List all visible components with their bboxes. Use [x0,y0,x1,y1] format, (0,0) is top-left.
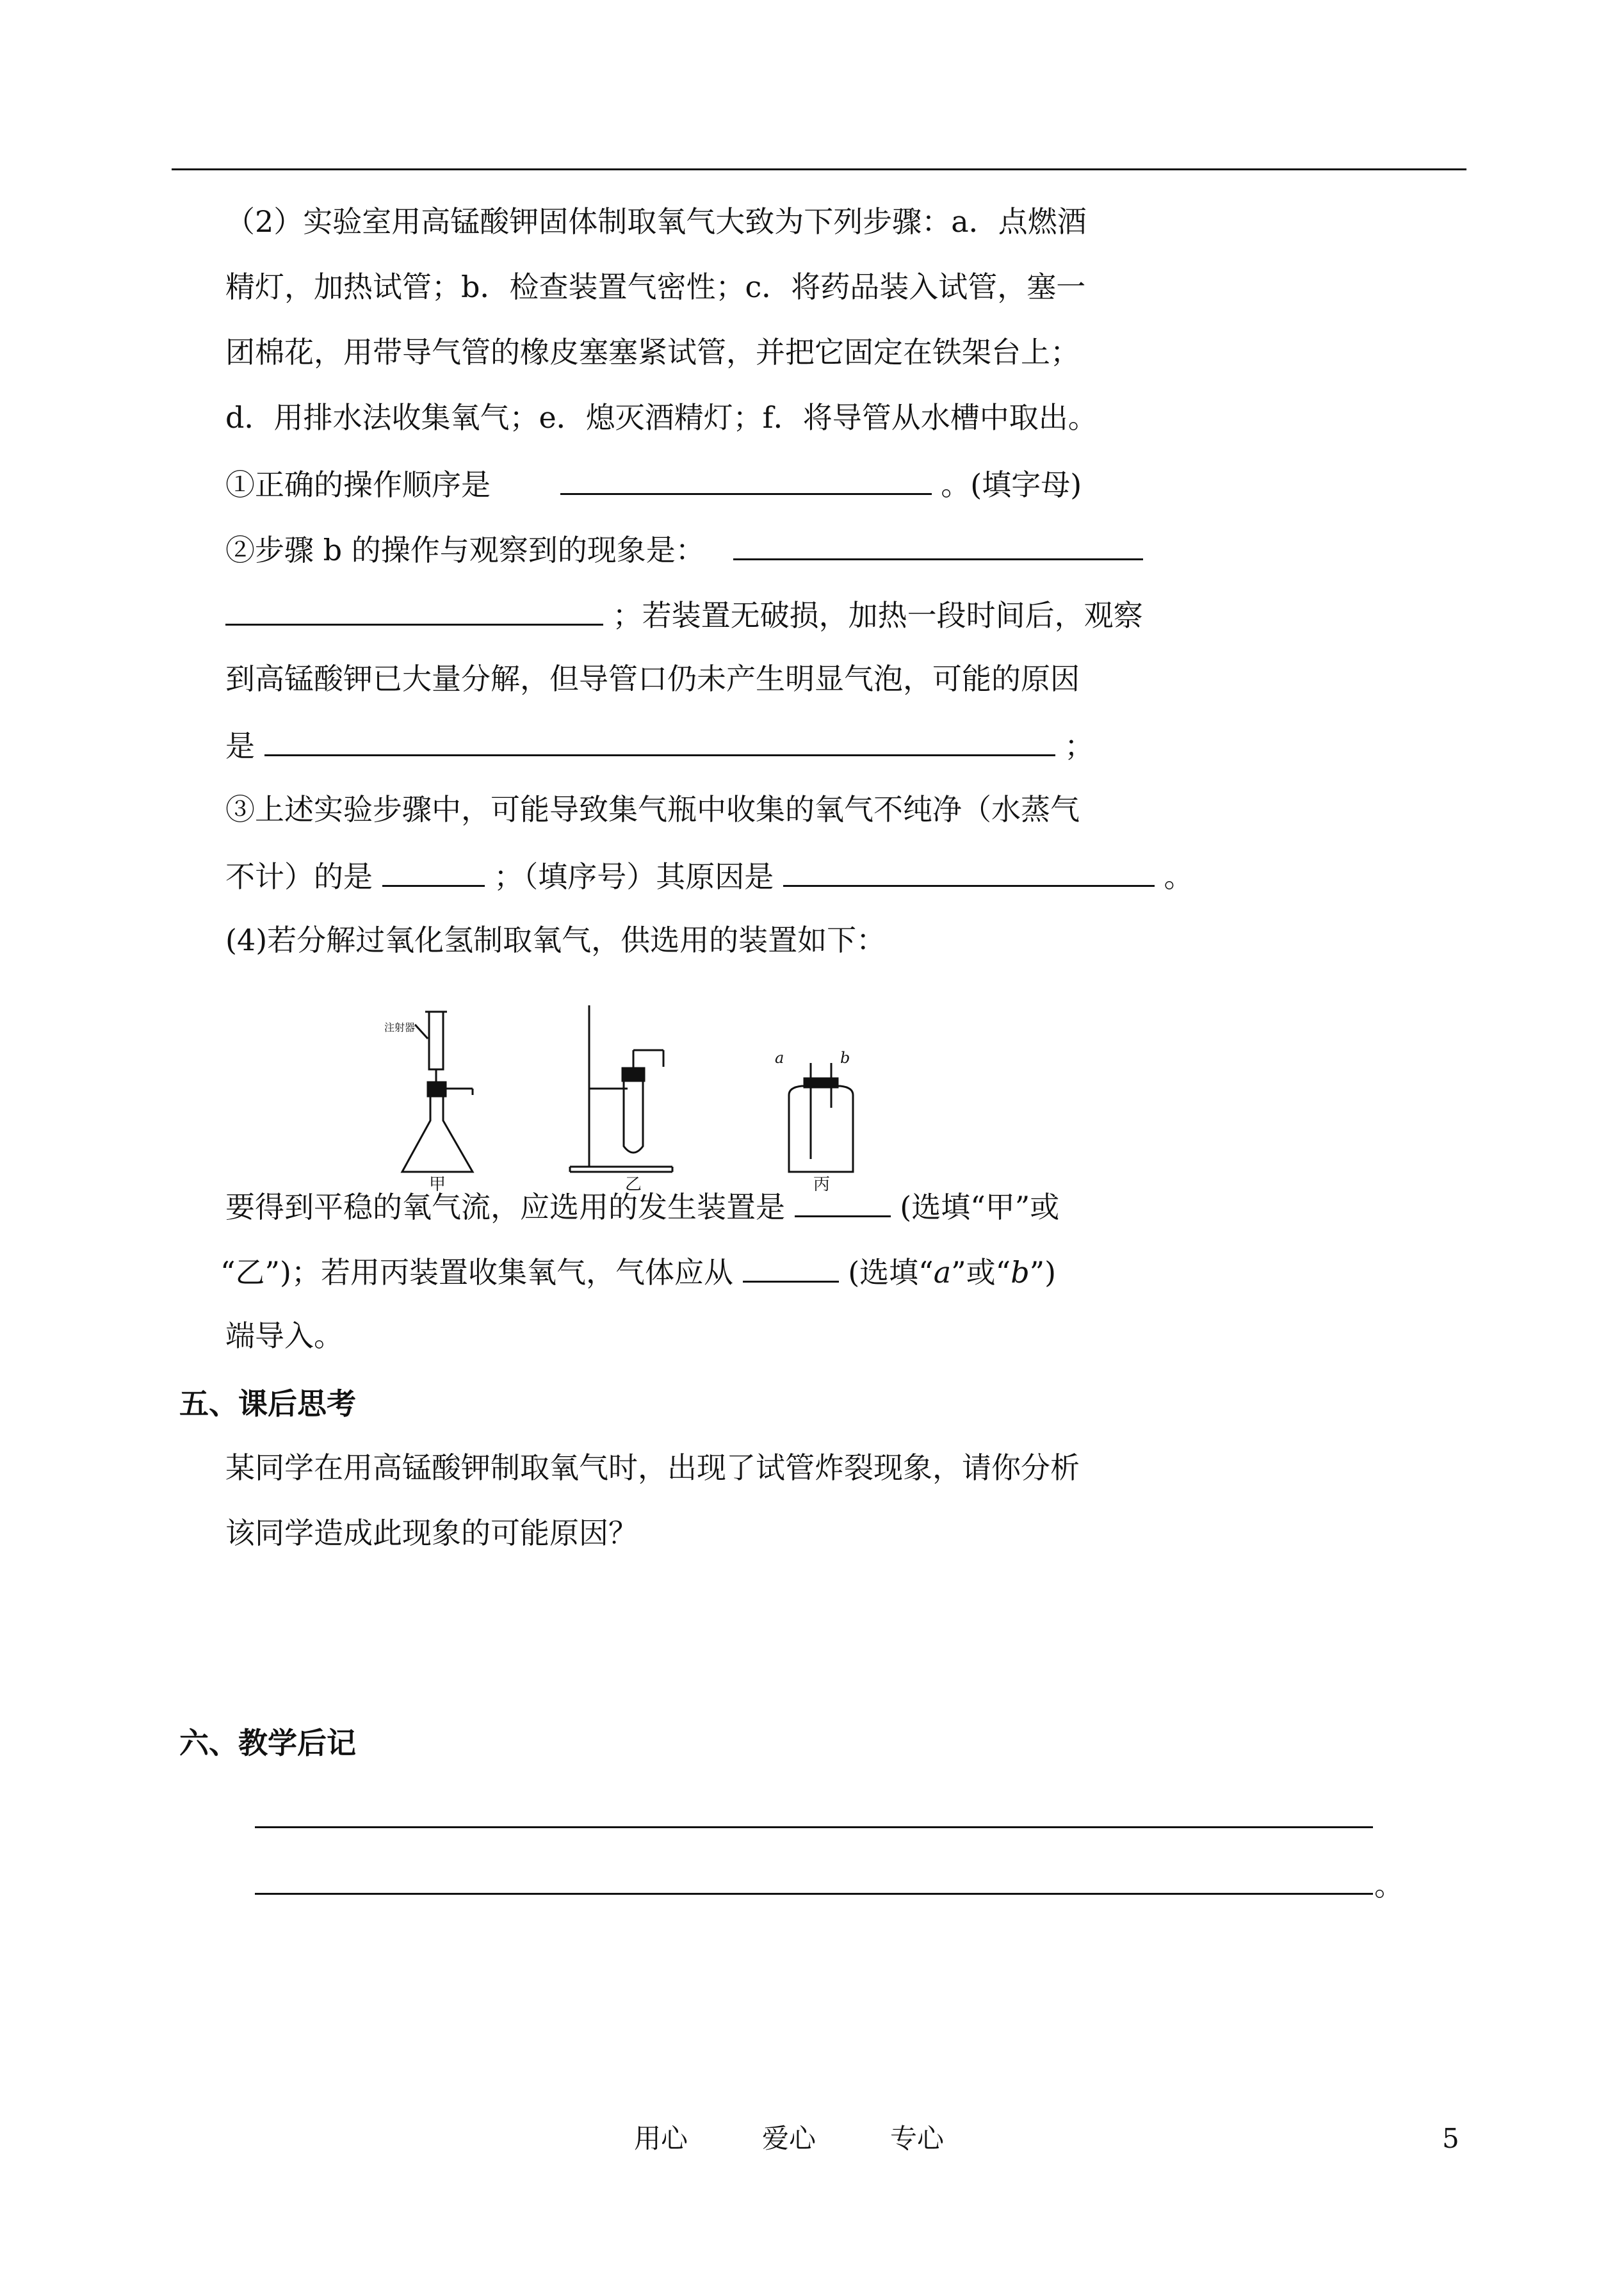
section6-title: 六、教学后记 [179,1726,356,1760]
q2-line-1: （2）实验室用高锰酸钾固体制取氧气大致为下列步骤：a．点燃酒 [225,204,1087,239]
q2-sub2-line4 [225,726,1094,764]
q4-option-a: a [933,1255,952,1290]
q4-line2-mid2: ”或“ [951,1255,1011,1290]
footer-motto-3: 专心 [890,2123,945,2154]
answer-blank-step-b-1[interactable] [733,530,1143,560]
q2-sub1 [225,465,1082,503]
q2-sub3-suffix: 。 [1164,859,1194,894]
notes-line-1[interactable] [255,1826,1373,1828]
q2-sub1-prefix: ①正确的操作顺序是 [225,467,491,502]
page-number: 5 [1442,2123,1459,2154]
q4-line2-end: ”) [1029,1255,1057,1290]
q4-line1-prefix: 要得到平稳的氧气流，应选用的发生装置是 [225,1190,785,1224]
q2-sub2-prefix: ②步骤 b 的操作与观察到的现象是： [225,533,705,567]
q2-sub3-line1: ③上述实验步骤中，可能导致集气瓶中收集的氧气不纯净（水蒸气 [225,792,1080,827]
answer-blank-impure-reason[interactable] [783,857,1155,887]
header-rule [172,168,1466,170]
footer-motto-2: 爱心 [762,2123,816,2154]
q2-line-4: d．用排水法收集氧气；e．熄灭酒精灯；f．将导管从水槽中取出。 [225,400,1098,435]
apparatus-bing-b: b [840,1049,850,1067]
apparatus-jia [402,1012,473,1172]
q4-option-b: b [1011,1255,1030,1290]
q2-sub1-suffix: 。(填字母) [941,467,1082,502]
apparatus-bing-label: 丙 [813,1175,831,1191]
q2-sub3-prefix: 不计）的是 [225,859,373,894]
answer-blank-generator[interactable] [795,1187,891,1217]
answer-blank-order[interactable] [560,465,932,495]
q2-sub3-mid: ；（填序号）其原因是 [494,859,774,894]
answer-blank-reason[interactable] [264,726,1055,756]
q4-line2-mid1: (选填“ [848,1255,934,1290]
q4-line-2 [220,1253,1056,1290]
section5-line-2: 该同学造成此现象的可能原因？ [225,1516,638,1550]
q2-line-2: 精灯，加热试管；b．检查装置气密性；c．将药品装入试管，塞一 [225,270,1086,304]
q4-line1-suffix: (选填“甲”或 [900,1190,1060,1224]
q4-line-1 [225,1187,1059,1225]
apparatus-jia-funnel-label: 注射器 [384,1021,416,1034]
apparatus-bing [789,1063,853,1172]
section5-line-1: 某同学在用高锰酸钾制取氧气时，出现了试管炸裂现象，请你分析 [225,1450,1080,1485]
q2-sub2-line4-prefix: 是 [225,729,255,763]
q2-sub2-line3: 到高锰酸钾已大量分解，但导管口仍未产生明显气泡，可能的原因 [225,661,1080,696]
section5-title: 五、课后思考 [179,1386,356,1421]
notes-line-2[interactable] [255,1893,1373,1895]
answer-blank-step-b-2[interactable] [225,596,603,626]
q4-intro: (4)若分解过氧化氢制取氧气，供选用的装置如下： [225,923,886,957]
footer-motto-1: 用心 [634,2123,688,2154]
q4-line-3: 端导入。 [225,1318,343,1353]
answer-blank-step-number[interactable] [382,857,485,887]
apparatus-yi [570,1005,672,1172]
apparatus-jia-label: 甲 [429,1175,446,1191]
notes-end-mark: 。 [1374,1868,1404,1902]
apparatus-yi-label: 乙 [625,1175,642,1191]
q2-sub2-line1 [225,530,1143,568]
answer-blank-inlet[interactable] [743,1253,839,1283]
q2-sub2-line2 [225,596,1143,633]
q2-line-3: 团棉花，用带导气管的橡皮塞塞紧试管，并把它固定在铁架台上； [225,335,1080,369]
q2-sub2-line2-suffix: ；若装置无破损，加热一段时间后，观察 [612,598,1143,633]
apparatus-bing-a: a [775,1049,784,1067]
q2-sub2-line4-suffix: ； [1064,729,1094,763]
apparatus-diagram [359,999,909,1191]
q4-line2-prefix: “乙”)；若用丙装置收集氧气，气体应从 [220,1255,733,1290]
q2-sub3-line2 [225,857,1194,895]
